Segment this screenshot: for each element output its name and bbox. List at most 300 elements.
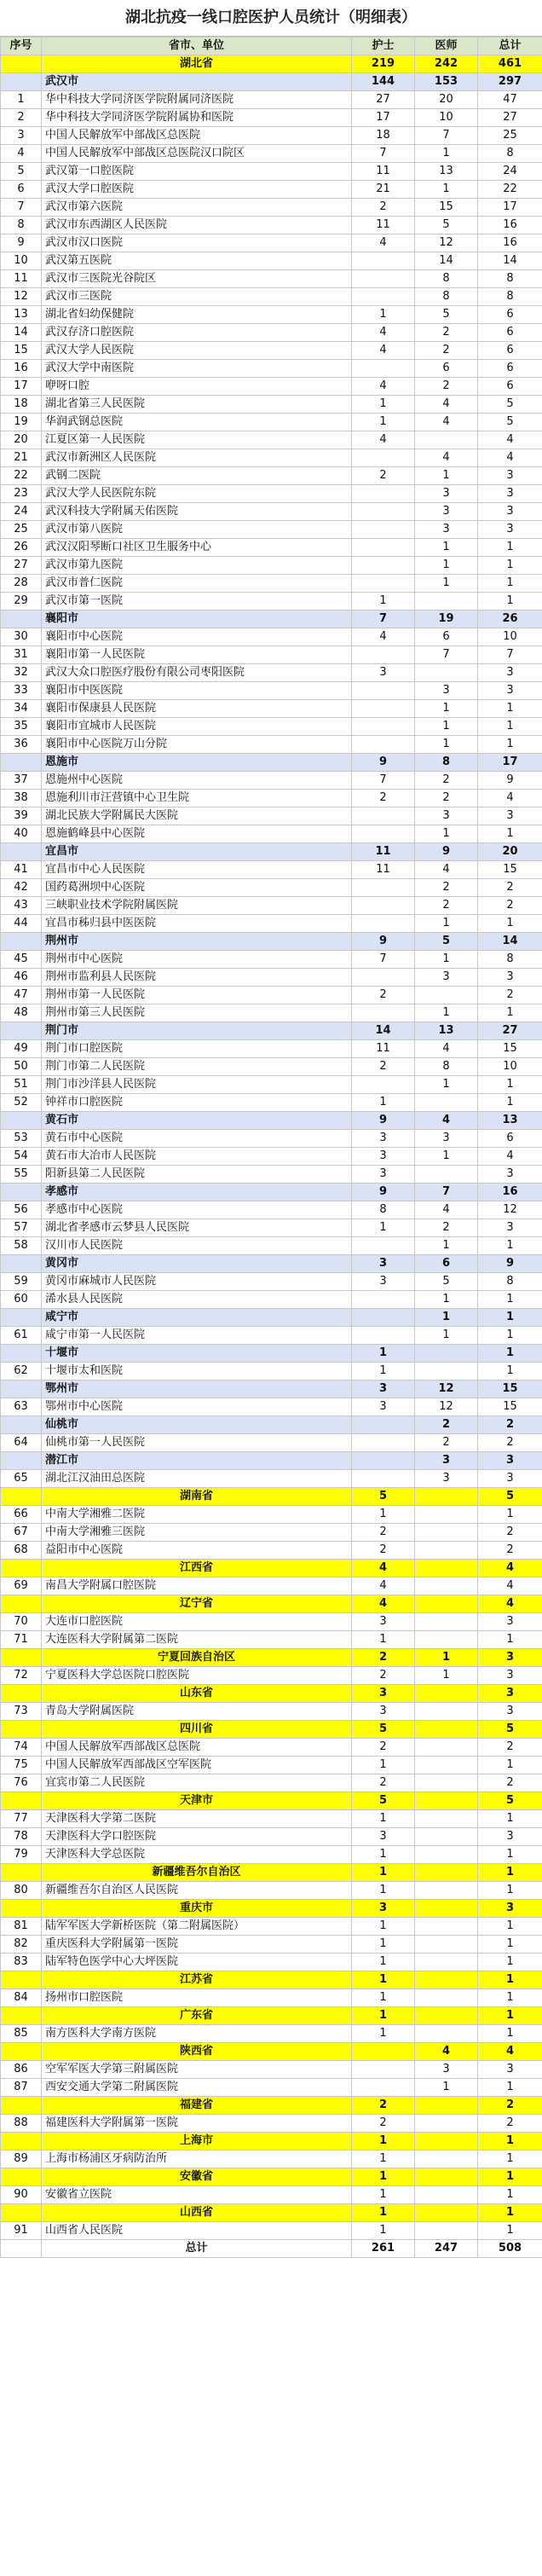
row-total: 1 — [478, 1846, 542, 1864]
row-name: 武汉第一口腔医院 — [42, 163, 352, 181]
header-name: 省市、单位 — [42, 38, 352, 55]
row-nurses: 11 — [352, 163, 415, 181]
row-nurses: 11 — [352, 843, 415, 861]
row-index: 37 — [1, 772, 42, 790]
row-doctors — [415, 1846, 478, 1864]
row-doctors: 8 — [415, 1058, 478, 1076]
row-index — [1, 1864, 42, 1882]
row-nurses: 1 — [352, 593, 415, 611]
row-doctors — [415, 1828, 478, 1846]
row-name: 上海市杨浦区牙病防治所 — [42, 2151, 352, 2168]
table-row — [1, 1398, 542, 1416]
row-nurses: 2 — [352, 1739, 415, 1757]
row-name: 陆军特色医学中心大坪医院 — [42, 1954, 352, 1971]
row-nurses: 5 — [352, 1792, 415, 1810]
table-row — [1, 449, 542, 467]
row-index: 5 — [1, 163, 42, 181]
row-doctors: 1 — [415, 2079, 478, 2097]
row-name: 山西省 — [42, 2204, 352, 2222]
row-total: 4 — [478, 790, 542, 808]
city-subtotal-row — [1, 73, 542, 91]
table-row — [1, 1542, 542, 1560]
row-index: 61 — [1, 1327, 42, 1345]
row-nurses: 21 — [352, 181, 415, 199]
row-nurses: 1 — [352, 2222, 415, 2240]
header-total: 总计 — [478, 38, 542, 55]
row-doctors: 1 — [415, 1327, 478, 1345]
table-row — [1, 503, 542, 521]
row-total: 1 — [478, 718, 542, 736]
row-doctors: 3 — [415, 485, 478, 503]
row-doctors — [415, 1971, 478, 1989]
row-total: 27 — [478, 109, 542, 127]
row-total: 5 — [478, 1792, 542, 1810]
row-name: 武汉市三医院 — [42, 288, 352, 306]
row-total: 1 — [478, 915, 542, 933]
table-row — [1, 825, 542, 843]
table-row — [1, 1524, 542, 1542]
row-total: 14 — [478, 933, 542, 951]
row-name: 武汉存济口腔医院 — [42, 324, 352, 342]
row-index: 16 — [1, 360, 42, 378]
row-name: 武汉大学口腔医院 — [42, 181, 352, 199]
row-name: 中国人民解放军中部战区总医院汉口院区 — [42, 145, 352, 163]
row-doctors — [415, 1166, 478, 1184]
table-row — [1, 1219, 542, 1237]
row-nurses — [352, 1309, 415, 1327]
row-total: 2 — [478, 1434, 542, 1452]
row-nurses: 2 — [352, 1542, 415, 1560]
row-nurses: 1 — [352, 1094, 415, 1112]
row-nurses — [352, 1452, 415, 1470]
row-name: 华中科技大学同济医学院附属协和医院 — [42, 109, 352, 127]
row-doctors: 4 — [415, 1112, 478, 1130]
row-index: 11 — [1, 270, 42, 288]
row-name: 山西省人民医院 — [42, 2222, 352, 2240]
row-nurses — [352, 539, 415, 557]
row-index: 60 — [1, 1291, 42, 1309]
row-name: 武汉市第一医院 — [42, 593, 352, 611]
row-nurses: 1 — [352, 2007, 415, 2025]
row-index: 42 — [1, 879, 42, 897]
row-doctors: 4 — [415, 449, 478, 467]
row-nurses: 1 — [352, 2151, 415, 2168]
row-index: 56 — [1, 1201, 42, 1219]
row-nurses: 3 — [352, 1148, 415, 1166]
row-name: 辽宁省 — [42, 1595, 352, 1613]
row-nurses — [352, 646, 415, 664]
row-total: 1 — [478, 1094, 542, 1112]
row-index — [1, 933, 42, 951]
row-nurses — [352, 1291, 415, 1309]
row-name: 襄阳市中医医院 — [42, 682, 352, 700]
row-doctors: 1 — [415, 539, 478, 557]
table-row — [1, 378, 542, 396]
row-index — [1, 1345, 42, 1363]
row-nurses: 11 — [352, 1040, 415, 1058]
row-total: 15 — [478, 861, 542, 879]
row-total: 17 — [478, 199, 542, 217]
row-nurses — [352, 2043, 415, 2061]
row-nurses: 1 — [352, 1810, 415, 1828]
row-total: 3 — [478, 1452, 542, 1470]
row-doctors: 4 — [415, 1201, 478, 1219]
row-total: 1 — [478, 1882, 542, 1900]
row-doctors: 1 — [415, 575, 478, 593]
row-nurses — [352, 879, 415, 897]
row-total: 4 — [478, 431, 542, 449]
row-name: 南昌大学附属口腔医院 — [42, 1577, 352, 1595]
row-index: 7 — [1, 199, 42, 217]
table-row — [1, 2061, 542, 2079]
row-doctors: 2 — [415, 342, 478, 360]
table-row — [1, 861, 542, 879]
row-doctors — [415, 1703, 478, 1721]
row-name: 宜昌市中心人民医院 — [42, 861, 352, 879]
table-row — [1, 2079, 542, 2097]
province-subtotal-row — [1, 1560, 542, 1577]
row-nurses: 3 — [352, 1685, 415, 1703]
table-row — [1, 360, 542, 378]
row-index: 63 — [1, 1398, 42, 1416]
table-row — [1, 270, 542, 288]
row-name: 四川省 — [42, 1721, 352, 1739]
row-name: 汉川市人民医院 — [42, 1237, 352, 1255]
row-total: 1 — [478, 2025, 542, 2043]
province-subtotal-row — [1, 1971, 542, 1989]
row-total: 15 — [478, 1398, 542, 1416]
table-row — [1, 2151, 542, 2168]
row-name: 黄石市 — [42, 1112, 352, 1130]
row-index: 52 — [1, 1094, 42, 1112]
row-name: 福建医科大学附属第一医院 — [42, 2115, 352, 2133]
table-row — [1, 181, 542, 199]
row-index — [1, 2043, 42, 2061]
row-nurses: 1 — [352, 1971, 415, 1989]
row-doctors — [415, 1936, 478, 1954]
province-subtotal-row — [1, 1864, 542, 1882]
row-doctors: 2 — [415, 790, 478, 808]
row-nurses: 7 — [352, 951, 415, 969]
row-doctors — [415, 1363, 478, 1381]
row-name: 扬州市口腔医院 — [42, 1989, 352, 2007]
row-doctors: 9 — [415, 843, 478, 861]
row-name: 湖北江汉油田总医院 — [42, 1470, 352, 1488]
row-index: 84 — [1, 1989, 42, 2007]
row-total: 26 — [478, 611, 542, 628]
row-index: 32 — [1, 664, 42, 682]
row-nurses: 4 — [352, 324, 415, 342]
city-subtotal-row — [1, 1345, 542, 1363]
row-doctors — [415, 2133, 478, 2151]
row-nurses — [352, 1434, 415, 1452]
row-name: 恩施鹤峰县中心医院 — [42, 825, 352, 843]
table-row — [1, 1273, 542, 1291]
row-doctors: 1 — [415, 736, 478, 754]
city-subtotal-row — [1, 933, 542, 951]
row-index: 28 — [1, 575, 42, 593]
row-name: 重庆市 — [42, 1900, 352, 1918]
row-name: 江西省 — [42, 1560, 352, 1577]
province-subtotal-row — [1, 2097, 542, 2115]
row-doctors: 10 — [415, 109, 478, 127]
row-total: 1 — [478, 1631, 542, 1649]
province-subtotal-row — [1, 2043, 542, 2061]
row-name: 荆州市中心医院 — [42, 951, 352, 969]
row-index: 74 — [1, 1739, 42, 1757]
row-doctors: 8 — [415, 288, 478, 306]
row-doctors: 1 — [415, 1004, 478, 1022]
row-index — [1, 1488, 42, 1506]
table-row — [1, 109, 542, 127]
city-subtotal-row — [1, 1452, 542, 1470]
row-nurses: 2 — [352, 1667, 415, 1685]
row-nurses: 3 — [352, 1130, 415, 1148]
row-doctors — [415, 1613, 478, 1631]
table-row — [1, 2115, 542, 2133]
row-total: 5 — [478, 396, 542, 414]
row-doctors — [415, 1094, 478, 1112]
row-doctors — [415, 2025, 478, 2043]
table-row — [1, 1076, 542, 1094]
row-total: 1 — [478, 2186, 542, 2204]
table-row — [1, 431, 542, 449]
row-name: 咿呀口腔 — [42, 378, 352, 396]
row-index: 54 — [1, 1148, 42, 1166]
row-index: 46 — [1, 969, 42, 987]
table-row — [1, 396, 542, 414]
row-doctors — [415, 593, 478, 611]
row-doctors: 1 — [415, 1309, 478, 1327]
row-doctors: 14 — [415, 252, 478, 270]
row-total: 1 — [478, 1810, 542, 1828]
row-nurses: 1 — [352, 1631, 415, 1649]
row-index: 69 — [1, 1577, 42, 1595]
row-name: 武汉市第八医院 — [42, 521, 352, 539]
row-total: 3 — [478, 1166, 542, 1184]
row-doctors: 1 — [415, 951, 478, 969]
row-total: 3 — [478, 467, 542, 485]
row-nurses — [352, 1076, 415, 1094]
row-doctors: 4 — [415, 414, 478, 431]
row-doctors: 12 — [415, 1398, 478, 1416]
row-name: 宁夏回族自治区 — [42, 1649, 352, 1667]
row-doctors — [415, 431, 478, 449]
row-nurses: 1 — [352, 2025, 415, 2043]
row-nurses: 17 — [352, 109, 415, 127]
row-doctors — [415, 1577, 478, 1595]
row-nurses: 7 — [352, 772, 415, 790]
row-total: 2 — [478, 2097, 542, 2115]
province-subtotal-row — [1, 1488, 542, 1506]
row-total: 1 — [478, 2204, 542, 2222]
province-subtotal-row — [1, 1792, 542, 1810]
row-index: 57 — [1, 1219, 42, 1237]
row-nurses: 1 — [352, 2204, 415, 2222]
row-name: 天津医科大学口腔医院 — [42, 1828, 352, 1846]
row-name: 总计 — [42, 2240, 352, 2258]
row-nurses — [352, 736, 415, 754]
row-doctors: 4 — [415, 396, 478, 414]
row-total: 12 — [478, 1201, 542, 1219]
row-doctors — [415, 987, 478, 1004]
row-doctors: 12 — [415, 234, 478, 252]
table-row — [1, 1810, 542, 1828]
table-row — [1, 1327, 542, 1345]
row-doctors — [415, 1739, 478, 1757]
row-doctors — [415, 1900, 478, 1918]
row-name: 青岛大学附属医院 — [42, 1703, 352, 1721]
row-index: 29 — [1, 593, 42, 611]
row-name: 武汉大学人民医院东院 — [42, 485, 352, 503]
row-doctors — [415, 1595, 478, 1613]
row-nurses: 2 — [352, 467, 415, 485]
row-index: 88 — [1, 2115, 42, 2133]
row-index: 9 — [1, 234, 42, 252]
table-row — [1, 539, 542, 557]
row-nurses — [352, 718, 415, 736]
row-name: 荆州市第一人民医院 — [42, 987, 352, 1004]
table-row — [1, 1918, 542, 1936]
row-total: 3 — [478, 485, 542, 503]
row-nurses: 2 — [352, 1058, 415, 1076]
row-name: 大连医科大学附属第二医院 — [42, 1631, 352, 1649]
province-subtotal-row — [1, 2204, 542, 2222]
city-subtotal-row — [1, 1255, 542, 1273]
row-nurses — [352, 969, 415, 987]
row-doctors: 2 — [415, 772, 478, 790]
row-nurses — [352, 1470, 415, 1488]
row-nurses — [352, 521, 415, 539]
row-doctors — [415, 1524, 478, 1542]
table-row — [1, 1577, 542, 1595]
row-nurses: 2 — [352, 1524, 415, 1542]
table-row — [1, 1094, 542, 1112]
staff-table — [0, 37, 542, 2258]
row-nurses: 1 — [352, 1954, 415, 1971]
row-total: 3 — [478, 1667, 542, 1685]
row-name: 山东省 — [42, 1685, 352, 1703]
row-index: 91 — [1, 2222, 42, 2240]
row-doctors: 1 — [415, 1148, 478, 1166]
row-index: 79 — [1, 1846, 42, 1864]
row-name: 襄阳市 — [42, 611, 352, 628]
row-index: 89 — [1, 2151, 42, 2168]
row-nurses: 1 — [352, 1989, 415, 2007]
row-index: 49 — [1, 1040, 42, 1058]
row-name: 重庆医科大学附属第一医院 — [42, 1936, 352, 1954]
row-nurses: 1 — [352, 1757, 415, 1774]
province-subtotal-row — [1, 1685, 542, 1703]
row-nurses: 8 — [352, 1201, 415, 1219]
row-index: 41 — [1, 861, 42, 879]
row-index: 77 — [1, 1810, 42, 1828]
row-name: 湖北民族大学附属民大医院 — [42, 808, 352, 825]
row-total: 4 — [478, 1148, 542, 1166]
row-name: 武汉大学中南医院 — [42, 360, 352, 378]
row-total: 3 — [478, 1685, 542, 1703]
row-nurses: 14 — [352, 1022, 415, 1040]
row-total: 4 — [478, 1595, 542, 1613]
row-nurses: 1 — [352, 396, 415, 414]
row-index: 22 — [1, 467, 42, 485]
row-index: 72 — [1, 1667, 42, 1685]
table-row — [1, 628, 542, 646]
row-name: 武汉市东西湖区人民医院 — [42, 217, 352, 234]
row-doctors: 242 — [415, 55, 478, 73]
row-nurses: 1 — [352, 1506, 415, 1524]
row-total: 9 — [478, 772, 542, 790]
table-row — [1, 467, 542, 485]
row-nurses — [352, 825, 415, 843]
table-row — [1, 342, 542, 360]
row-index: 58 — [1, 1237, 42, 1255]
row-total: 1 — [478, 1918, 542, 1936]
row-total: 16 — [478, 217, 542, 234]
table-row — [1, 521, 542, 539]
row-index: 82 — [1, 1936, 42, 1954]
row-index: 3 — [1, 127, 42, 145]
row-name: 华润武钢总医院 — [42, 414, 352, 431]
row-total: 6 — [478, 342, 542, 360]
row-name: 武汉市普仁医院 — [42, 575, 352, 593]
row-nurses: 11 — [352, 861, 415, 879]
row-index: 59 — [1, 1273, 42, 1291]
row-name: 安徽省 — [42, 2168, 352, 2186]
row-total: 5 — [478, 414, 542, 431]
row-name: 恩施市 — [42, 754, 352, 772]
row-name: 阳新县第二人民医院 — [42, 1166, 352, 1184]
province-subtotal-row — [1, 1595, 542, 1613]
row-index: 39 — [1, 808, 42, 825]
row-index — [1, 611, 42, 628]
row-doctors: 6 — [415, 360, 478, 378]
table-row — [1, 1201, 542, 1219]
row-doctors: 3 — [415, 682, 478, 700]
row-nurses: 1 — [352, 1936, 415, 1954]
row-doctors — [415, 1882, 478, 1900]
row-doctors: 5 — [415, 217, 478, 234]
row-doctors — [415, 1560, 478, 1577]
row-name: 武汉科技大学附属天佑医院 — [42, 503, 352, 521]
row-index: 51 — [1, 1076, 42, 1094]
row-index: 67 — [1, 1524, 42, 1542]
row-total: 3 — [478, 808, 542, 825]
row-doctors: 2 — [415, 1416, 478, 1434]
row-name: 黄石市大冶市人民医院 — [42, 1148, 352, 1166]
row-index: 66 — [1, 1506, 42, 1524]
table-row — [1, 288, 542, 306]
row-name: 武汉市汉口医院 — [42, 234, 352, 252]
row-total: 1 — [478, 1971, 542, 1989]
row-total: 3 — [478, 682, 542, 700]
row-nurses: 3 — [352, 1398, 415, 1416]
province-subtotal-row — [1, 2133, 542, 2151]
row-name: 武汉市第九医院 — [42, 557, 352, 575]
table-row — [1, 700, 542, 718]
row-doctors — [415, 1506, 478, 1524]
row-nurses: 4 — [352, 378, 415, 396]
row-index: 23 — [1, 485, 42, 503]
row-total: 22 — [478, 181, 542, 199]
row-name: 宜昌市秭归县中医医院 — [42, 915, 352, 933]
table-row — [1, 1936, 542, 1954]
row-total: 2 — [478, 1542, 542, 1560]
row-doctors — [415, 1488, 478, 1506]
row-index — [1, 843, 42, 861]
row-nurses: 9 — [352, 933, 415, 951]
row-doctors — [415, 2007, 478, 2025]
